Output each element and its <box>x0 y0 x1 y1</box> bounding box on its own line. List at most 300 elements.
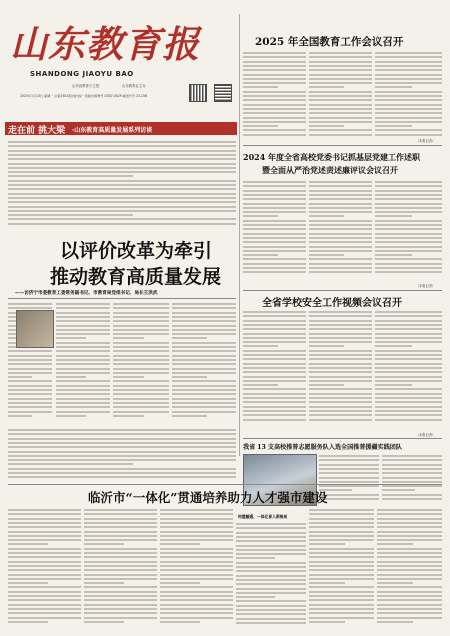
text-line <box>8 171 236 173</box>
article-4-col-2 <box>382 454 442 504</box>
text-line <box>8 402 52 404</box>
text-line <box>309 419 372 421</box>
text-line <box>8 167 236 169</box>
text-line <box>56 333 110 335</box>
text-line <box>375 52 442 54</box>
text-line <box>160 612 233 614</box>
text-line <box>160 604 233 606</box>
text-line <box>309 380 372 382</box>
text-line <box>172 411 236 413</box>
text-line <box>309 104 372 106</box>
text-line <box>309 612 374 614</box>
article-2-title-line2: 暨全面从严治党述责述廉评议会议召开 <box>262 165 398 175</box>
text-line <box>375 228 442 230</box>
text-line <box>309 388 372 390</box>
text-line <box>8 218 236 220</box>
text-line <box>84 522 157 524</box>
text-line <box>56 398 110 400</box>
text-line <box>309 315 372 317</box>
text-line <box>309 181 372 183</box>
text-line <box>172 380 236 382</box>
text-line <box>243 121 306 123</box>
text-line <box>8 476 236 478</box>
masthead-logo: 山东教育报 <box>10 22 200 66</box>
text-line <box>309 333 372 335</box>
text-line <box>160 556 233 558</box>
text-line <box>56 402 110 404</box>
text-line <box>8 210 236 212</box>
text-line <box>309 69 372 71</box>
text-line <box>236 588 306 590</box>
text-line <box>243 263 306 265</box>
text-line <box>172 325 236 327</box>
text-line <box>309 258 372 260</box>
text-line <box>84 526 157 528</box>
text-line <box>56 415 86 417</box>
text-line <box>8 608 81 610</box>
text-line <box>8 526 81 528</box>
divider <box>8 484 442 485</box>
text-line <box>243 203 306 205</box>
text-line <box>309 599 374 601</box>
divider <box>243 145 442 146</box>
text-line <box>375 112 442 114</box>
article-1-col-1 <box>243 51 306 141</box>
text-line <box>236 600 306 602</box>
text-line <box>309 224 372 226</box>
main-headline-line2: 推动教育高质量发展 <box>50 266 222 288</box>
text-line <box>375 258 442 260</box>
text-line <box>319 485 379 487</box>
text-line <box>309 86 344 88</box>
text-line <box>243 388 306 390</box>
text-line <box>375 320 442 322</box>
text-line <box>377 539 442 541</box>
text-line <box>8 472 236 474</box>
text-line <box>309 324 372 326</box>
text-line <box>375 91 442 93</box>
text-line <box>160 599 233 601</box>
text-line <box>243 224 306 226</box>
text-line <box>56 376 86 378</box>
text-line <box>160 513 233 515</box>
text-line <box>309 233 372 235</box>
text-line <box>243 376 306 378</box>
text-line <box>309 608 374 610</box>
article-4-col-1 <box>319 454 379 504</box>
text-line <box>113 316 169 318</box>
text-line <box>309 117 372 119</box>
text-line <box>113 368 169 370</box>
text-line <box>309 617 374 619</box>
masthead-publisher: 山东教育社主办 <box>122 84 146 88</box>
text-line <box>172 307 236 309</box>
text-line <box>243 371 306 373</box>
text-line <box>319 494 379 496</box>
text-line <box>377 513 442 515</box>
text-line <box>375 393 442 395</box>
text-line <box>8 158 236 160</box>
text-line <box>375 134 442 136</box>
text-line <box>375 233 442 235</box>
text-line <box>56 389 110 391</box>
text-line <box>8 552 81 554</box>
text-line <box>172 368 236 370</box>
text-line <box>375 224 442 226</box>
text-line <box>113 329 169 331</box>
portrait-photo <box>16 310 54 348</box>
text-line <box>8 438 236 440</box>
text-line <box>8 398 52 400</box>
text-line <box>172 393 236 395</box>
divider <box>243 438 442 439</box>
text-line <box>243 181 306 183</box>
text-line <box>56 329 110 331</box>
text-line <box>309 522 374 524</box>
text-line <box>8 463 133 465</box>
text-line <box>243 82 306 84</box>
text-line <box>319 455 379 457</box>
text-line <box>172 389 236 391</box>
text-line <box>172 372 236 374</box>
article-1-title: 2025 年全国教育工作会议召开 <box>255 36 404 48</box>
text-line <box>309 406 372 408</box>
text-line <box>8 380 52 382</box>
text-line <box>382 477 442 479</box>
text-line <box>309 250 372 252</box>
text-line <box>377 565 442 567</box>
text-line <box>236 540 306 542</box>
text-line <box>8 393 52 395</box>
text-line <box>8 548 81 550</box>
bottom-col-5 <box>309 508 374 628</box>
text-line <box>375 129 442 131</box>
text-line <box>309 513 374 515</box>
text-line <box>382 489 415 491</box>
text-line <box>113 393 169 395</box>
text-line <box>236 549 306 551</box>
text-line <box>56 372 110 374</box>
text-line <box>243 99 306 101</box>
text-line <box>84 509 157 511</box>
text-line <box>243 86 278 88</box>
text-line <box>160 535 233 537</box>
text-line <box>113 415 144 417</box>
article-3-col-1 <box>243 310 306 422</box>
text-line <box>243 337 306 339</box>
masthead-sponsor: 山东省教育厅主管 <box>72 84 100 88</box>
text-line <box>309 586 374 588</box>
text-line <box>172 402 236 404</box>
text-line <box>319 477 379 479</box>
text-line <box>309 337 372 339</box>
text-line <box>236 579 306 581</box>
text-line <box>375 371 442 373</box>
text-line <box>309 194 372 196</box>
article-1-col-3 <box>375 51 442 141</box>
text-line <box>377 526 442 528</box>
text-line <box>8 509 81 511</box>
text-line <box>84 556 157 558</box>
text-line <box>84 621 124 623</box>
text-line <box>8 561 81 563</box>
text-line <box>375 61 442 63</box>
bottom-col-4 <box>236 522 306 628</box>
article-2-tag: （本报记者） <box>416 284 436 288</box>
text-line <box>236 532 306 534</box>
text-line <box>309 91 372 93</box>
text-line <box>8 591 81 593</box>
text-line <box>309 578 374 580</box>
text-line <box>113 406 169 408</box>
text-line <box>172 363 236 365</box>
text-line <box>113 359 169 361</box>
main-headline-line1: 以评价改革为牵引 <box>60 240 213 262</box>
text-line <box>243 267 306 269</box>
text-line <box>309 185 372 187</box>
article-2-title-line1: 2024 年度全省高校党委书记抓基层党建工作述职 <box>243 152 421 162</box>
text-line <box>160 509 233 511</box>
text-line <box>160 591 233 593</box>
text-line <box>8 145 236 147</box>
text-line <box>375 190 442 192</box>
text-line <box>8 372 52 374</box>
text-line <box>375 185 442 187</box>
text-line <box>375 237 442 239</box>
text-line <box>236 545 306 547</box>
text-line <box>113 325 169 327</box>
article-4-title: 我省 13 支高校推普志愿服务队入选全国推普援疆实践团队 <box>243 444 402 451</box>
text-line <box>377 569 442 571</box>
text-line <box>375 194 442 196</box>
text-line <box>309 376 372 378</box>
text-line <box>56 368 110 370</box>
text-line <box>309 112 372 114</box>
banner-label: 走在前 挑大梁 <box>8 126 66 136</box>
text-line <box>243 254 278 256</box>
text-line <box>84 578 157 580</box>
text-line <box>236 609 306 611</box>
text-line <box>8 586 81 588</box>
text-line <box>8 163 236 165</box>
text-line <box>113 389 169 391</box>
text-line <box>160 621 200 623</box>
text-line <box>243 380 306 382</box>
text-line <box>243 91 306 93</box>
text-line <box>8 415 32 417</box>
text-line <box>243 78 306 80</box>
text-line <box>375 203 442 205</box>
text-line <box>377 621 413 623</box>
text-line <box>84 608 157 610</box>
text-line <box>160 582 200 584</box>
text-line <box>375 271 442 273</box>
text-line <box>309 207 372 209</box>
text-line <box>377 574 442 576</box>
text-line <box>160 543 200 545</box>
text-line <box>375 328 442 330</box>
text-line <box>113 350 169 352</box>
text-line <box>243 61 306 63</box>
text-line <box>243 397 306 399</box>
text-line <box>309 65 372 67</box>
qr-code-icon[interactable] <box>189 84 207 102</box>
text-line <box>377 599 442 601</box>
text-line <box>243 258 306 260</box>
text-line <box>84 531 157 533</box>
text-line <box>172 406 236 408</box>
text-line <box>243 134 306 136</box>
text-line <box>113 346 169 348</box>
text-line <box>8 154 236 156</box>
text-line <box>113 355 169 357</box>
text-line <box>243 333 306 335</box>
text-line <box>377 591 442 593</box>
text-line <box>375 358 442 360</box>
text-line <box>113 337 144 339</box>
text-line <box>172 376 207 378</box>
text-line <box>309 341 372 343</box>
article-2-col-2 <box>309 180 372 275</box>
text-line <box>309 125 344 127</box>
article-2-col-1 <box>243 180 306 275</box>
text-line <box>309 95 372 97</box>
text-line <box>377 509 442 511</box>
text-line <box>243 250 306 252</box>
text-line <box>243 350 306 352</box>
text-line <box>243 215 278 217</box>
text-line <box>375 99 442 101</box>
text-line <box>243 52 306 54</box>
text-line <box>382 498 442 500</box>
text-line <box>309 134 372 136</box>
text-line <box>160 586 233 588</box>
text-line <box>8 303 52 305</box>
text-line <box>172 333 236 335</box>
text-line <box>377 531 442 533</box>
text-line <box>309 228 372 230</box>
text-line <box>236 618 306 620</box>
text-line <box>84 604 157 606</box>
text-line <box>243 363 306 365</box>
text-line <box>309 591 374 593</box>
text-line <box>243 190 306 192</box>
text-line <box>243 194 306 196</box>
text-line <box>375 215 412 217</box>
text-line <box>8 543 48 545</box>
text-line <box>243 237 306 239</box>
text-line <box>113 333 169 335</box>
text-line <box>8 522 81 524</box>
text-line <box>243 345 278 347</box>
text-line <box>309 384 344 386</box>
text-line <box>375 311 442 313</box>
text-line <box>243 246 306 248</box>
text-line <box>113 363 169 365</box>
text-line <box>309 363 372 365</box>
text-line <box>309 548 374 550</box>
text-line <box>84 518 157 520</box>
intro-text <box>8 140 236 230</box>
text-line <box>243 320 306 322</box>
article-3-tag: （本报记者） <box>416 433 436 437</box>
text-line <box>84 513 157 515</box>
left-lower-text <box>8 428 236 480</box>
text-line <box>172 342 236 344</box>
text-line <box>375 78 442 80</box>
text-line <box>309 320 372 322</box>
text-line <box>8 556 81 558</box>
text-line <box>377 586 442 588</box>
text-line <box>243 211 306 213</box>
bottom-headline: 临沂市“一体化”贯通培养助力人才强市建设 <box>88 490 328 505</box>
text-line <box>236 557 275 559</box>
text-line <box>243 74 306 76</box>
text-line <box>8 582 48 584</box>
text-line <box>8 578 81 580</box>
text-line <box>160 595 233 597</box>
text-line <box>309 254 344 256</box>
text-line <box>309 531 374 533</box>
text-line <box>236 575 306 577</box>
text-line <box>309 121 372 123</box>
text-line <box>172 398 236 400</box>
text-line <box>377 582 413 584</box>
text-line <box>243 354 306 356</box>
text-line <box>243 112 306 114</box>
text-line <box>382 472 442 474</box>
text-line <box>309 561 374 563</box>
text-line <box>113 312 169 314</box>
text-line <box>8 468 236 470</box>
text-line <box>243 207 306 209</box>
text-line <box>56 355 110 357</box>
bottom-col-3 <box>160 508 233 628</box>
text-line <box>8 355 52 357</box>
text-line <box>243 69 306 71</box>
text-line <box>84 535 157 537</box>
text-line <box>160 574 233 576</box>
article-3-col-3 <box>375 310 442 422</box>
text-line <box>309 518 374 520</box>
bottom-col-6 <box>377 508 442 628</box>
text-line <box>377 617 442 619</box>
text-line <box>243 117 306 119</box>
text-line <box>375 241 442 243</box>
text-line <box>160 578 233 580</box>
text-line <box>243 324 306 326</box>
text-line <box>8 141 236 143</box>
text-line <box>8 376 32 378</box>
text-line <box>113 380 169 382</box>
text-line <box>309 129 372 131</box>
article-1-col-2 <box>309 51 372 141</box>
text-line <box>84 569 157 571</box>
text-line <box>243 414 306 416</box>
text-line <box>84 599 157 601</box>
main-headline-sub: ——访济宁市委教育工委常务副书记、市教育局党组书记、局长王洪武 <box>15 291 158 296</box>
text-line <box>375 341 442 343</box>
text-line <box>309 367 372 369</box>
qr-code-icon[interactable] <box>214 84 232 102</box>
text-line <box>84 539 157 541</box>
text-line <box>375 315 442 317</box>
text-line <box>160 565 233 567</box>
text-line <box>375 350 442 352</box>
text-line <box>243 406 306 408</box>
text-line <box>309 74 372 76</box>
text-line <box>375 125 412 127</box>
